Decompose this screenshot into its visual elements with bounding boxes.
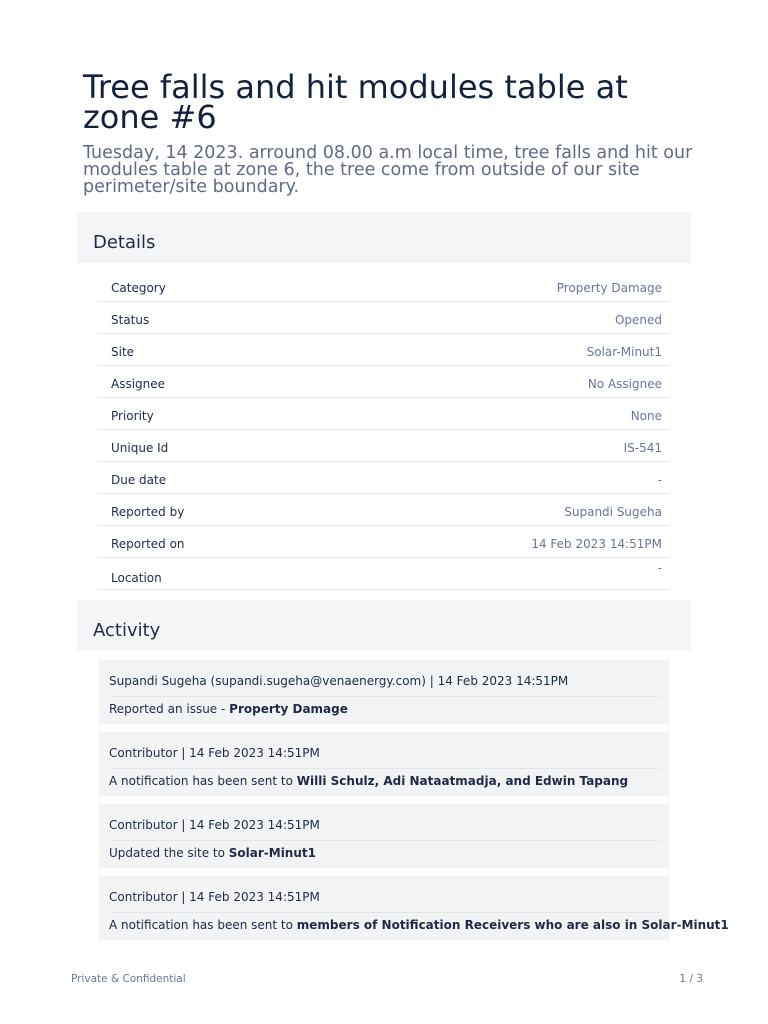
activity-text-plain: A notification has been sent to [109,918,297,932]
detail-row-assignee [98,366,669,398]
detail-value: Supandi Sugeha [564,505,662,519]
activity-text [109,918,729,932]
detail-value: No Assignee [587,377,662,391]
activity-text-plain: Updated the site to [109,846,229,860]
detail-row-due-date [98,462,669,494]
page-number: 1 / 3 [679,973,703,985]
detail-value: 14 Feb 2023 14:51PM [531,537,662,551]
detail-row-category [98,270,669,302]
details-heading: Details [93,232,156,253]
activity-text-bold: Property Damage [229,702,348,716]
detail-label: Site [111,345,135,359]
activity-text-plain: A notification has been sent to [109,774,297,788]
activity-text-plain: Reported an issue - [109,702,230,716]
detail-value: IS-541 [623,441,662,455]
footer-confidential: Private & Confidential [71,973,186,985]
detail-label: Due date [111,473,167,487]
detail-value: - [657,473,662,487]
activity-item [99,804,669,868]
detail-value: - [657,561,662,575]
activity-meta: Contributor | 14 Feb 2023 14:51PM [109,746,660,769]
activity-item [99,660,669,724]
activity-list [99,660,729,948]
activity-item [99,732,669,796]
activity-text [109,702,348,716]
detail-value: Opened [614,313,662,327]
detail-row-reported-on [98,526,669,558]
activity-heading: Activity [93,620,161,641]
detail-row-status [98,302,669,334]
detail-row-reported-by [98,494,669,526]
activity-text-bold: members of Notification Receivers who are also in Solar-Minut1 [296,918,729,932]
activity-text-bold: Willi Schulz, Adi Nataatmadja, and Edwin Tapang [296,774,629,788]
activity-item [99,876,729,940]
detail-label: Priority [111,409,154,423]
detail-value: Solar-Minut1 [586,345,662,359]
activity-meta: Supandi Sugeha (supandi.sugeha@venaenergy.com) | 14 Feb 2023 14:51PM [109,674,660,697]
page-title: Tree falls and hit modules table at zone #6 [83,68,628,136]
details-table [98,270,669,590]
detail-row-unique-id [98,430,669,462]
details-section-header [77,212,691,263]
detail-label: Location [111,571,162,585]
activity-meta: Contributor | 14 Feb 2023 14:51PM [109,818,660,841]
detail-value: Property Damage [556,281,662,295]
activity-meta: Contributor | 14 Feb 2023 14:51PM [109,890,660,913]
detail-label: Unique Id [111,441,169,455]
detail-label: Status [111,313,150,327]
detail-value: None [630,409,662,423]
detail-label: Reported by [111,505,185,519]
issue-description: Tuesday, 14 2023. arround 08.00 a.m local time, tree falls and hit our modules table at zone 6, the tree come from outside of our site perimeter/site boundary. [83,143,693,197]
detail-row-site [98,334,669,366]
detail-label: Category [111,281,166,295]
activity-section-header [77,600,691,650]
detail-label: Assignee [111,377,166,391]
activity-text [109,774,628,788]
activity-text-bold: Solar-Minut1 [228,846,316,860]
detail-label: Reported on [111,537,185,551]
detail-row-location [98,558,669,590]
activity-text [109,846,316,860]
detail-row-priority [98,398,669,430]
